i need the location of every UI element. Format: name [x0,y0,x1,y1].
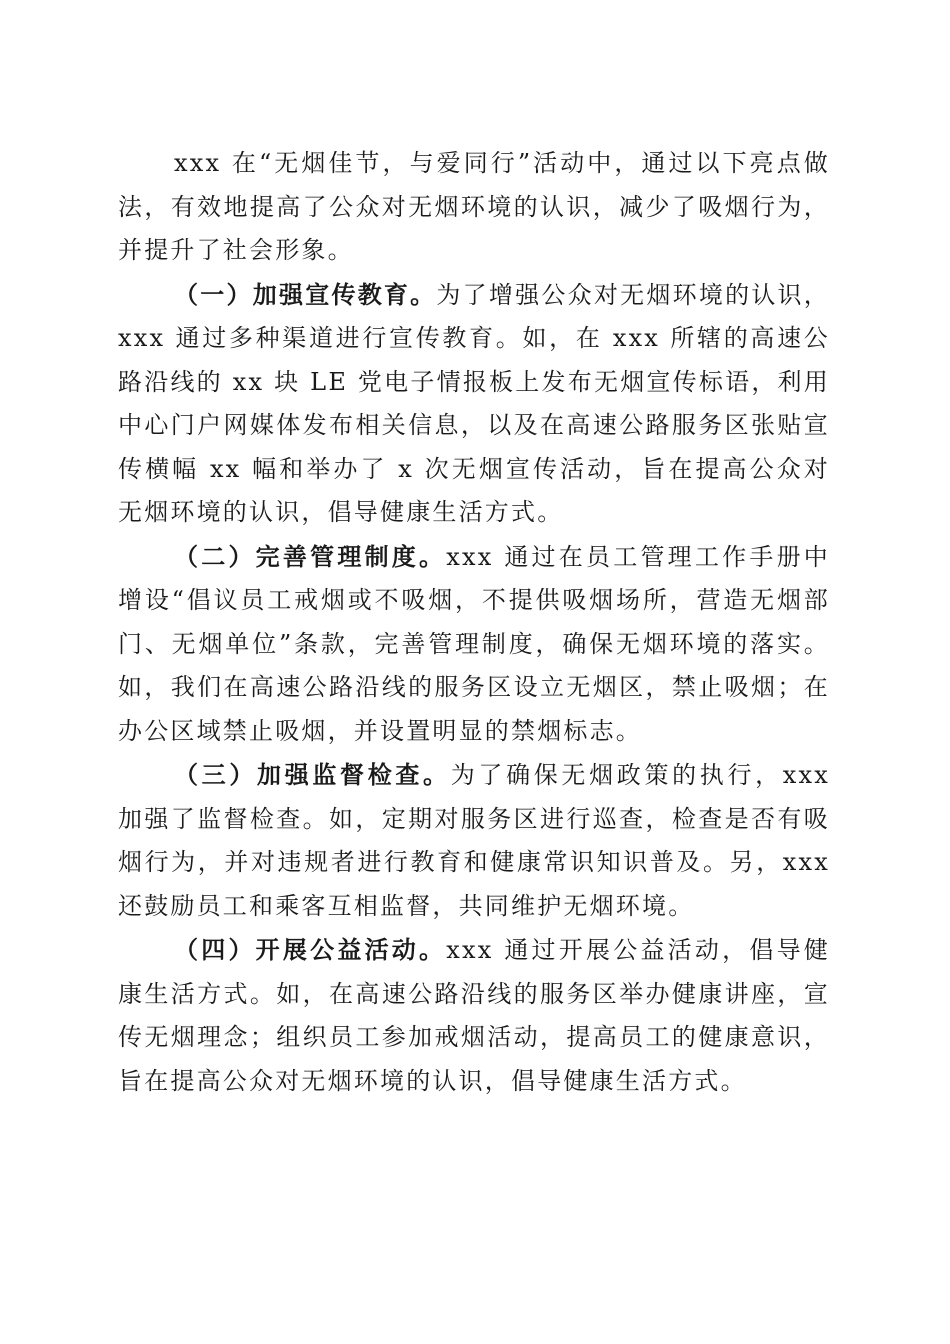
section-3-paragraph [118,753,830,928]
section-4-paragraph [118,928,830,1103]
section-2-text: xxx 通过在员工管理工作手册中增设“倡议员工戒烟或不吸烟，不提供吸烟场所，营造无烟部门、无烟单位”条款，完善管理制度，确保无烟环境的落实。如，我们在高速公路沿线的服务区设立无烟区，禁止吸烟；在办公区域禁止吸烟，并设置明显的禁烟标志。 [118,542,831,745]
section-3-heading: （三）加强监督检查。 [174,760,451,789]
document-body [118,142,830,1103]
section-3-text: 为了确保无烟政策的执行，xxx 加强了监督检查。如，定期对服务区进行巡查，检查是否有吸烟行为，并对违规者进行教育和健康常识知识普及。另，xxx 还鼓励员工和乘客互相监督，共同维护无烟环境。 [118,761,831,920]
intro-text: xxx 在“无烟佳节，与爱同行”活动中，通过以下亮点做法，有效地提高了公众对无烟环境的认识，减少了吸烟行为，并提升了社会形象。 [118,149,830,264]
intro-paragraph [118,142,830,273]
section-1-text: 为了增强公众对无烟环境的认识，xxx 通过多种渠道进行宣传教育。如，在 xxx 所辖的高速公路沿线的 xx 块 LE 党电子情报板上发布无烟宣传标语，利用中心门户网媒体发布相关信息，以及在高速公路服务区张贴宣传横幅 xx 幅和举办了 x 次无烟宣传活动，旨在提高公众对无烟环境的认识，倡导健康生活方式。 [118,280,831,526]
section-1-paragraph [118,273,830,535]
section-4-heading: （四）开展公益活动。 [174,935,447,964]
section-2-heading: （二）完善管理制度。 [174,541,447,571]
section-4-text: xxx 通过开展公益活动，倡导健康生活方式。如，在高速公路沿线的服务区举办健康讲座，宣传无烟理念；组织员工参加戒烟活动，提高员工的健康意识，旨在提高公众对无烟环境的认识，倡导健康生活方式。 [118,936,831,1095]
section-1-heading: （一）加强宣传教育。 [174,279,437,309]
section-2-paragraph [118,535,830,754]
